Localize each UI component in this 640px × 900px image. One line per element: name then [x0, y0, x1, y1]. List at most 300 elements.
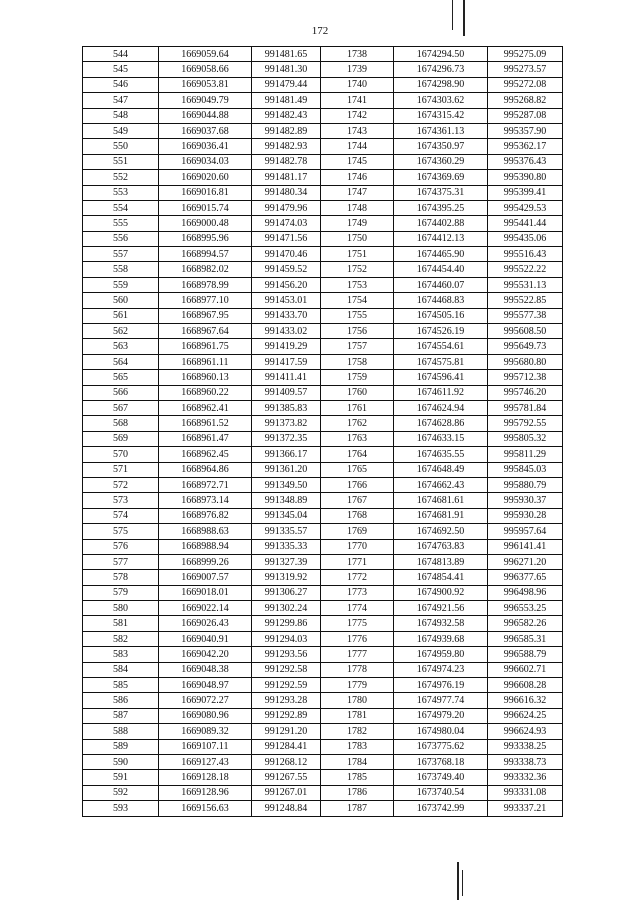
point-number-cell: 1748	[321, 200, 394, 215]
table-row	[83, 601, 563, 616]
x-coordinate-cell: 1673742.99	[394, 801, 488, 816]
point-number-cell: 586	[83, 693, 159, 708]
x-coordinate-cell: 1668976.82	[159, 508, 252, 523]
x-coordinate-cell: 1668961.11	[159, 354, 252, 369]
y-coordinate-cell: 991411.41	[252, 370, 321, 385]
table-row	[83, 216, 563, 231]
x-coordinate-cell: 1674974.23	[394, 662, 488, 677]
point-number-cell: 581	[83, 616, 159, 631]
y-coordinate-cell: 995376.43	[488, 154, 563, 169]
table-row	[83, 416, 563, 431]
y-coordinate-cell: 993338.73	[488, 754, 563, 769]
x-coordinate-cell: 1674611.92	[394, 385, 488, 400]
x-coordinate-cell: 1674454.40	[394, 262, 488, 277]
point-number-cell: 1765	[321, 462, 394, 477]
point-number-cell: 1744	[321, 139, 394, 154]
x-coordinate-cell: 1669016.81	[159, 185, 252, 200]
x-coordinate-cell: 1674315.42	[394, 108, 488, 123]
point-number-cell: 1741	[321, 93, 394, 108]
x-coordinate-cell: 1674635.55	[394, 447, 488, 462]
y-coordinate-cell: 996377.65	[488, 570, 563, 585]
y-coordinate-cell: 995287.08	[488, 108, 563, 123]
y-coordinate-cell: 991479.44	[252, 77, 321, 92]
y-coordinate-cell: 991372.35	[252, 431, 321, 446]
y-coordinate-cell: 995273.57	[488, 62, 563, 77]
point-number-cell: 591	[83, 770, 159, 785]
x-coordinate-cell: 1668960.22	[159, 385, 252, 400]
point-number-cell: 572	[83, 477, 159, 492]
x-coordinate-cell: 1673740.54	[394, 785, 488, 800]
table-row	[83, 708, 563, 723]
y-coordinate-cell: 995746.20	[488, 385, 563, 400]
point-number-cell: 589	[83, 739, 159, 754]
x-coordinate-cell: 1668967.64	[159, 324, 252, 339]
point-number-cell: 1775	[321, 616, 394, 631]
point-number-cell: 1757	[321, 339, 394, 354]
point-number-cell: 552	[83, 170, 159, 185]
table-row	[83, 262, 563, 277]
y-coordinate-cell: 995577.38	[488, 308, 563, 323]
point-number-cell: 1754	[321, 293, 394, 308]
point-number-cell: 1782	[321, 724, 394, 739]
x-coordinate-cell: 1668988.63	[159, 524, 252, 539]
x-coordinate-cell: 1668982.02	[159, 262, 252, 277]
y-coordinate-cell: 995608.50	[488, 324, 563, 339]
point-number-cell: 1752	[321, 262, 394, 277]
table-row	[83, 231, 563, 246]
point-number-cell: 1760	[321, 385, 394, 400]
y-coordinate-cell: 991349.50	[252, 477, 321, 492]
point-number-cell: 553	[83, 185, 159, 200]
point-number-cell: 558	[83, 262, 159, 277]
point-number-cell: 564	[83, 354, 159, 369]
y-coordinate-cell: 991481.49	[252, 93, 321, 108]
point-number-cell: 1780	[321, 693, 394, 708]
point-number-cell: 1759	[321, 370, 394, 385]
table-row	[83, 662, 563, 677]
y-coordinate-cell: 991481.30	[252, 62, 321, 77]
table-row	[83, 354, 563, 369]
y-coordinate-cell: 991481.17	[252, 170, 321, 185]
point-number-cell: 548	[83, 108, 159, 123]
point-number-cell: 583	[83, 647, 159, 662]
point-number-cell: 1787	[321, 801, 394, 816]
x-coordinate-cell: 1668995.96	[159, 231, 252, 246]
point-number-cell: 1773	[321, 585, 394, 600]
point-number-cell: 579	[83, 585, 159, 600]
table-row	[83, 447, 563, 462]
y-coordinate-cell: 996624.93	[488, 724, 563, 739]
y-coordinate-cell: 993332.36	[488, 770, 563, 785]
point-number-cell: 580	[83, 601, 159, 616]
y-coordinate-cell: 991385.83	[252, 400, 321, 415]
point-number-cell: 1756	[321, 324, 394, 339]
y-coordinate-cell: 991471.56	[252, 231, 321, 246]
table-row	[83, 339, 563, 354]
y-coordinate-cell: 991248.84	[252, 801, 321, 816]
y-coordinate-cell: 995845.03	[488, 462, 563, 477]
x-coordinate-cell: 1674900.92	[394, 585, 488, 600]
y-coordinate-cell: 991453.01	[252, 293, 321, 308]
point-number-cell: 573	[83, 493, 159, 508]
table-row	[83, 508, 563, 523]
table-row	[83, 570, 563, 585]
x-coordinate-cell: 1669020.60	[159, 170, 252, 185]
table-row	[83, 785, 563, 800]
point-number-cell: 1750	[321, 231, 394, 246]
x-coordinate-cell: 1669007.57	[159, 570, 252, 585]
point-number-cell: 1762	[321, 416, 394, 431]
table-row	[83, 185, 563, 200]
table-row	[83, 724, 563, 739]
point-number-cell: 554	[83, 200, 159, 215]
point-number-cell: 582	[83, 631, 159, 646]
table-row	[83, 585, 563, 600]
x-coordinate-cell: 1669107.11	[159, 739, 252, 754]
table-row	[83, 324, 563, 339]
y-coordinate-cell: 995362.17	[488, 139, 563, 154]
y-coordinate-cell: 995811.29	[488, 447, 563, 462]
point-number-cell: 551	[83, 154, 159, 169]
coordinate-table	[82, 46, 563, 817]
y-coordinate-cell: 991474.03	[252, 216, 321, 231]
x-coordinate-cell: 1674628.86	[394, 416, 488, 431]
x-coordinate-cell: 1669018.01	[159, 585, 252, 600]
y-coordinate-cell: 995781.84	[488, 400, 563, 415]
table-row	[83, 554, 563, 569]
x-coordinate-cell: 1668994.57	[159, 247, 252, 262]
table-row	[83, 801, 563, 816]
x-coordinate-cell: 1674624.94	[394, 400, 488, 415]
y-coordinate-cell: 995435.06	[488, 231, 563, 246]
point-number-cell: 1778	[321, 662, 394, 677]
point-number-cell: 559	[83, 277, 159, 292]
table-row	[83, 539, 563, 554]
y-coordinate-cell: 991292.59	[252, 678, 321, 693]
table-row	[83, 693, 563, 708]
x-coordinate-cell: 1674402.88	[394, 216, 488, 231]
y-coordinate-cell: 991293.28	[252, 693, 321, 708]
point-number-cell: 544	[83, 47, 159, 62]
y-coordinate-cell: 991302.24	[252, 601, 321, 616]
point-number-cell: 570	[83, 447, 159, 462]
x-coordinate-cell: 1674369.69	[394, 170, 488, 185]
x-coordinate-cell: 1674980.04	[394, 724, 488, 739]
point-number-cell: 1781	[321, 708, 394, 723]
x-coordinate-cell: 1669058.66	[159, 62, 252, 77]
y-coordinate-cell: 991294.03	[252, 631, 321, 646]
point-number-cell: 1742	[321, 108, 394, 123]
point-number-cell: 575	[83, 524, 159, 539]
point-number-cell: 1746	[321, 170, 394, 185]
x-coordinate-cell: 1669040.91	[159, 631, 252, 646]
table-row	[83, 47, 563, 62]
y-coordinate-cell: 991482.93	[252, 139, 321, 154]
y-coordinate-cell: 996624.25	[488, 708, 563, 723]
y-coordinate-cell: 991373.82	[252, 416, 321, 431]
point-number-cell: 562	[83, 324, 159, 339]
point-number-cell: 1774	[321, 601, 394, 616]
x-coordinate-cell: 1669000.48	[159, 216, 252, 231]
y-coordinate-cell: 991433.02	[252, 324, 321, 339]
y-coordinate-cell: 991267.55	[252, 770, 321, 785]
x-coordinate-cell: 1668961.75	[159, 339, 252, 354]
scan-edge-mark	[457, 862, 459, 900]
table-row	[83, 123, 563, 138]
y-coordinate-cell: 995930.28	[488, 508, 563, 523]
point-number-cell: 549	[83, 123, 159, 138]
point-number-cell: 1761	[321, 400, 394, 415]
y-coordinate-cell: 995429.53	[488, 200, 563, 215]
table-row	[83, 293, 563, 308]
point-number-cell: 1785	[321, 770, 394, 785]
table-row	[83, 400, 563, 415]
x-coordinate-cell: 1669072.27	[159, 693, 252, 708]
y-coordinate-cell: 993337.21	[488, 801, 563, 816]
table-row	[83, 108, 563, 123]
y-coordinate-cell: 991268.12	[252, 754, 321, 769]
x-coordinate-cell: 1669015.74	[159, 200, 252, 215]
point-number-cell: 1770	[321, 539, 394, 554]
y-coordinate-cell: 991479.96	[252, 200, 321, 215]
y-coordinate-cell: 995880.79	[488, 477, 563, 492]
x-coordinate-cell: 1674921.56	[394, 601, 488, 616]
point-number-cell: 1776	[321, 631, 394, 646]
y-coordinate-cell: 991482.89	[252, 123, 321, 138]
y-coordinate-cell: 991284.41	[252, 739, 321, 754]
point-number-cell: 1779	[321, 678, 394, 693]
x-coordinate-cell: 1669034.03	[159, 154, 252, 169]
x-coordinate-cell: 1674375.31	[394, 185, 488, 200]
x-coordinate-cell: 1669022.14	[159, 601, 252, 616]
x-coordinate-cell: 1669156.63	[159, 801, 252, 816]
point-number-cell: 556	[83, 231, 159, 246]
table-row	[83, 170, 563, 185]
point-number-cell: 574	[83, 508, 159, 523]
table-row	[83, 77, 563, 92]
point-number-cell: 555	[83, 216, 159, 231]
y-coordinate-cell: 991456.20	[252, 277, 321, 292]
x-coordinate-cell: 1669042.20	[159, 647, 252, 662]
x-coordinate-cell: 1668961.52	[159, 416, 252, 431]
x-coordinate-cell: 1674977.74	[394, 693, 488, 708]
y-coordinate-cell: 995268.82	[488, 93, 563, 108]
x-coordinate-cell: 1674361.13	[394, 123, 488, 138]
y-coordinate-cell: 991470.46	[252, 247, 321, 262]
point-number-cell: 588	[83, 724, 159, 739]
x-coordinate-cell: 1669053.81	[159, 77, 252, 92]
point-number-cell: 593	[83, 801, 159, 816]
point-number-cell: 571	[83, 462, 159, 477]
x-coordinate-cell: 1669044.88	[159, 108, 252, 123]
y-coordinate-cell: 991366.17	[252, 447, 321, 462]
table-row	[83, 770, 563, 785]
y-coordinate-cell: 996585.31	[488, 631, 563, 646]
table-row	[83, 631, 563, 646]
x-coordinate-cell: 1674959.80	[394, 647, 488, 662]
x-coordinate-cell: 1674813.89	[394, 554, 488, 569]
y-coordinate-cell: 995957.64	[488, 524, 563, 539]
x-coordinate-cell: 1668978.99	[159, 277, 252, 292]
x-coordinate-cell: 1674526.19	[394, 324, 488, 339]
point-number-cell: 578	[83, 570, 159, 585]
y-coordinate-cell: 995441.44	[488, 216, 563, 231]
x-coordinate-cell: 1674412.13	[394, 231, 488, 246]
y-coordinate-cell: 996602.71	[488, 662, 563, 677]
x-coordinate-cell: 1669026.43	[159, 616, 252, 631]
y-coordinate-cell: 995522.85	[488, 293, 563, 308]
point-number-cell: 592	[83, 785, 159, 800]
y-coordinate-cell: 991433.70	[252, 308, 321, 323]
point-number-cell: 1764	[321, 447, 394, 462]
y-coordinate-cell: 996553.25	[488, 601, 563, 616]
x-coordinate-cell: 1674662.43	[394, 477, 488, 492]
x-coordinate-cell: 1674681.61	[394, 493, 488, 508]
table-row	[83, 200, 563, 215]
x-coordinate-cell: 1668964.86	[159, 462, 252, 477]
point-number-cell: 550	[83, 139, 159, 154]
y-coordinate-cell: 996271.20	[488, 554, 563, 569]
y-coordinate-cell: 991306.27	[252, 585, 321, 600]
point-number-cell: 585	[83, 678, 159, 693]
y-coordinate-cell: 991335.33	[252, 539, 321, 554]
table-row	[83, 524, 563, 539]
table-row	[83, 385, 563, 400]
x-coordinate-cell: 1674976.19	[394, 678, 488, 693]
y-coordinate-cell: 991417.59	[252, 354, 321, 369]
y-coordinate-cell: 995930.37	[488, 493, 563, 508]
table-row	[83, 493, 563, 508]
point-number-cell: 1783	[321, 739, 394, 754]
y-coordinate-cell: 991480.34	[252, 185, 321, 200]
x-coordinate-cell: 1674763.83	[394, 539, 488, 554]
y-coordinate-cell: 991291.20	[252, 724, 321, 739]
x-coordinate-cell: 1674979.20	[394, 708, 488, 723]
y-coordinate-cell: 996141.41	[488, 539, 563, 554]
y-coordinate-cell: 991327.39	[252, 554, 321, 569]
y-coordinate-cell: 991481.65	[252, 47, 321, 62]
y-coordinate-cell: 991292.89	[252, 708, 321, 723]
x-coordinate-cell: 1674460.07	[394, 277, 488, 292]
y-coordinate-cell: 995272.08	[488, 77, 563, 92]
y-coordinate-cell: 991459.52	[252, 262, 321, 277]
point-number-cell: 546	[83, 77, 159, 92]
x-coordinate-cell: 1674505.16	[394, 308, 488, 323]
y-coordinate-cell: 993338.25	[488, 739, 563, 754]
y-coordinate-cell: 993331.08	[488, 785, 563, 800]
x-coordinate-cell: 1668962.45	[159, 447, 252, 462]
x-coordinate-cell: 1674303.62	[394, 93, 488, 108]
point-number-cell: 1758	[321, 354, 394, 369]
x-coordinate-cell: 1674554.61	[394, 339, 488, 354]
y-coordinate-cell: 991482.78	[252, 154, 321, 169]
x-coordinate-cell: 1674395.25	[394, 200, 488, 215]
y-coordinate-cell: 995275.09	[488, 47, 563, 62]
point-number-cell: 1738	[321, 47, 394, 62]
x-coordinate-cell: 1669049.79	[159, 93, 252, 108]
point-number-cell: 1786	[321, 785, 394, 800]
x-coordinate-cell: 1669089.32	[159, 724, 252, 739]
x-coordinate-cell: 1674294.50	[394, 47, 488, 62]
point-number-cell: 1753	[321, 277, 394, 292]
point-number-cell: 1772	[321, 570, 394, 585]
y-coordinate-cell: 996616.32	[488, 693, 563, 708]
point-number-cell: 1763	[321, 431, 394, 446]
y-coordinate-cell: 996608.28	[488, 678, 563, 693]
y-coordinate-cell: 995680.80	[488, 354, 563, 369]
y-coordinate-cell: 991319.92	[252, 570, 321, 585]
x-coordinate-cell: 1674932.58	[394, 616, 488, 631]
x-coordinate-cell: 1674681.91	[394, 508, 488, 523]
x-coordinate-cell: 1669080.96	[159, 708, 252, 723]
table-row	[83, 370, 563, 385]
table-row	[83, 62, 563, 77]
x-coordinate-cell: 1673775.62	[394, 739, 488, 754]
point-number-cell: 577	[83, 554, 159, 569]
point-number-cell: 557	[83, 247, 159, 262]
y-coordinate-cell: 991267.01	[252, 785, 321, 800]
x-coordinate-cell: 1669048.97	[159, 678, 252, 693]
x-coordinate-cell: 1669059.64	[159, 47, 252, 62]
y-coordinate-cell: 995649.73	[488, 339, 563, 354]
x-coordinate-cell: 1668962.41	[159, 400, 252, 415]
point-number-cell: 584	[83, 662, 159, 677]
point-number-cell: 545	[83, 62, 159, 77]
point-number-cell: 1766	[321, 477, 394, 492]
table-row	[83, 477, 563, 492]
point-number-cell: 568	[83, 416, 159, 431]
x-coordinate-cell: 1674648.49	[394, 462, 488, 477]
y-coordinate-cell: 991335.57	[252, 524, 321, 539]
table-row	[83, 308, 563, 323]
point-number-cell: 1769	[321, 524, 394, 539]
x-coordinate-cell: 1674360.29	[394, 154, 488, 169]
point-number-cell: 1768	[321, 508, 394, 523]
y-coordinate-cell: 991292.58	[252, 662, 321, 677]
y-coordinate-cell: 996498.96	[488, 585, 563, 600]
x-coordinate-cell: 1674939.68	[394, 631, 488, 646]
y-coordinate-cell: 995390.80	[488, 170, 563, 185]
y-coordinate-cell: 996588.79	[488, 647, 563, 662]
table-row	[83, 139, 563, 154]
y-coordinate-cell: 995522.22	[488, 262, 563, 277]
y-coordinate-cell: 991409.57	[252, 385, 321, 400]
y-coordinate-cell: 995805.32	[488, 431, 563, 446]
point-number-cell: 567	[83, 400, 159, 415]
table-row	[83, 154, 563, 169]
x-coordinate-cell: 1668988.94	[159, 539, 252, 554]
x-coordinate-cell: 1674596.41	[394, 370, 488, 385]
point-number-cell: 566	[83, 385, 159, 400]
x-coordinate-cell: 1668999.26	[159, 554, 252, 569]
y-coordinate-cell: 991299.86	[252, 616, 321, 631]
y-coordinate-cell: 991345.04	[252, 508, 321, 523]
point-number-cell: 563	[83, 339, 159, 354]
y-coordinate-cell: 995531.13	[488, 277, 563, 292]
x-coordinate-cell: 1668961.47	[159, 431, 252, 446]
coordinate-table-body	[83, 47, 563, 817]
x-coordinate-cell: 1669128.96	[159, 785, 252, 800]
table-row	[83, 247, 563, 262]
table-row	[83, 93, 563, 108]
y-coordinate-cell: 995516.43	[488, 247, 563, 262]
point-number-cell: 1755	[321, 308, 394, 323]
table-row	[83, 739, 563, 754]
page-number: 172	[311, 25, 329, 37]
x-coordinate-cell: 1669048.38	[159, 662, 252, 677]
point-number-cell: 1747	[321, 185, 394, 200]
point-number-cell: 1771	[321, 554, 394, 569]
